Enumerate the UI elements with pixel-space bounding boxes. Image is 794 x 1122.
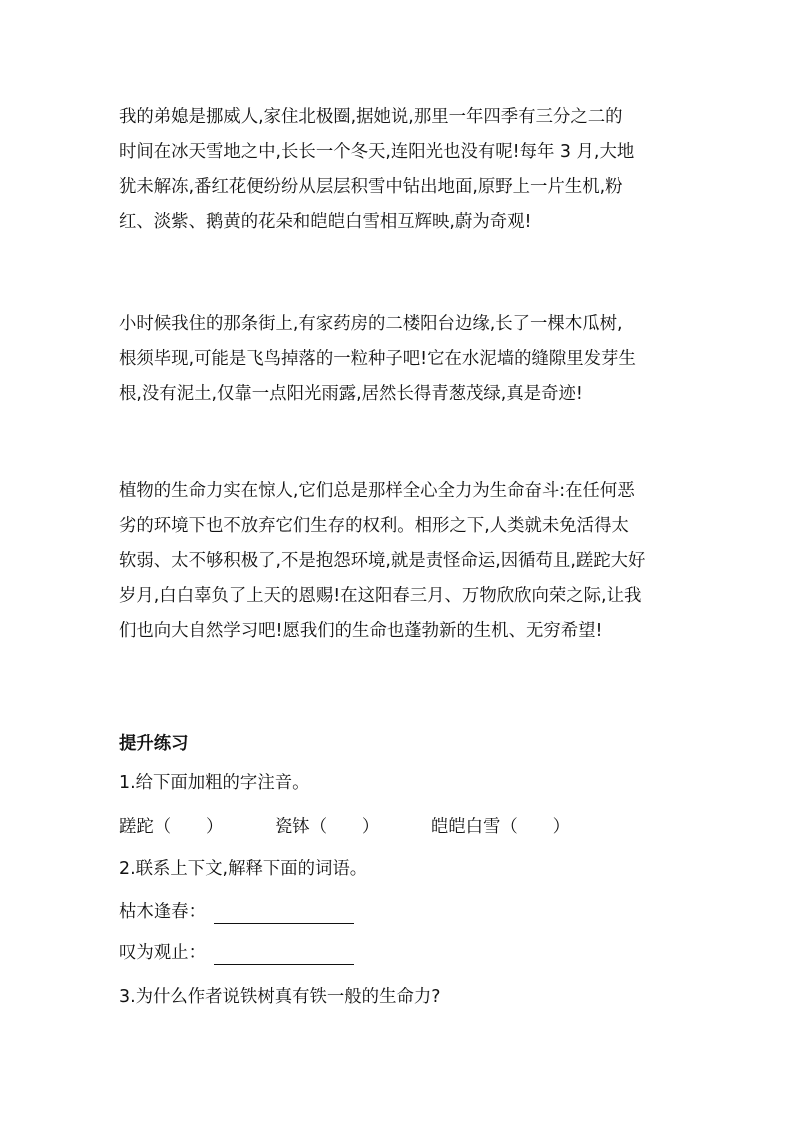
answer-parentheses[interactable]: （ ） <box>153 817 224 837</box>
paragraph-1 <box>119 100 685 240</box>
exercise-section-title: 提升练习 <box>119 734 189 754</box>
term-label: 叹为观止： <box>119 943 206 963</box>
text-line: 软弱、太不够积极了,不是抱怨环境,就是责怪命运,因循苟且,蹉跎大好 <box>119 551 646 571</box>
pinyin-item <box>275 815 379 839</box>
definition-item <box>119 900 354 924</box>
text-line: 时间在冰天雪地之中,长长一个冬天,连阳光也没有呢!每年 3 月,大地 <box>119 142 635 162</box>
text-line: 劣的环境下也不放弃它们生存的权利。相形之下,人类就未免活得太 <box>119 516 629 536</box>
definition-item <box>119 941 354 965</box>
paragraph-3 <box>119 474 685 649</box>
pinyin-word: 瓷钵 <box>274 817 310 837</box>
text-line: 小时候我住的那条街上,有家药房的二楼阳台边缘,长了一棵木瓜树, <box>119 314 623 334</box>
text-line: 们也向大自然学习吧!愿我们的生命也蓬勃新的生机、无穷希望! <box>119 621 603 641</box>
answer-parentheses[interactable]: （ ） <box>500 817 570 837</box>
text-line: 我的弟媳是挪威人,家住北极圈,据她说,那里一年四季有三分之二的 <box>119 107 623 127</box>
text-line: 植物的生命力实在惊人,它们总是那样全心全力为生命奋斗:在任何恶 <box>119 481 635 501</box>
pinyin-word: 皑皑白雪 <box>430 817 501 837</box>
text-line: 犹未解冻,番红花便纷纷从层层积雪中钻出地面,原野上一片生机,粉 <box>119 177 623 197</box>
paragraph-2 <box>119 307 685 412</box>
pinyin-item <box>431 815 570 839</box>
text-line: 岁月,白白辜负了上天的恩赐!在这阳春三月、万物欣欣向荣之际,让我 <box>119 586 642 606</box>
term-label: 枯木逢春： <box>119 902 206 922</box>
text-line: 红、淡紫、鹅黄的花朵和皑皑白雪相互辉映,蔚为奇观! <box>119 212 532 232</box>
text-line: 根须毕现,可能是飞鸟掉落的一粒种子吧!它在水泥墙的缝隙里发芽生 <box>119 349 636 369</box>
question-3: 3.为什么作者说铁树真有铁一般的生命力? <box>119 987 441 1007</box>
answer-parentheses[interactable]: （ ） <box>309 817 380 837</box>
pinyin-word: 蹉跎 <box>119 817 154 837</box>
answer-blank[interactable] <box>214 946 354 965</box>
pinyin-item <box>119 815 223 839</box>
answer-blank[interactable] <box>214 905 354 924</box>
question-1: 1.给下面加粗的字注音。 <box>119 773 310 793</box>
text-line: 根,没有泥土,仅靠一点阳光雨露,居然长得青葱茂绿,真是奇迹! <box>119 384 583 404</box>
question-2: 2.联系上下文,解释下面的词语。 <box>119 859 368 879</box>
pinyin-row <box>119 815 570 839</box>
